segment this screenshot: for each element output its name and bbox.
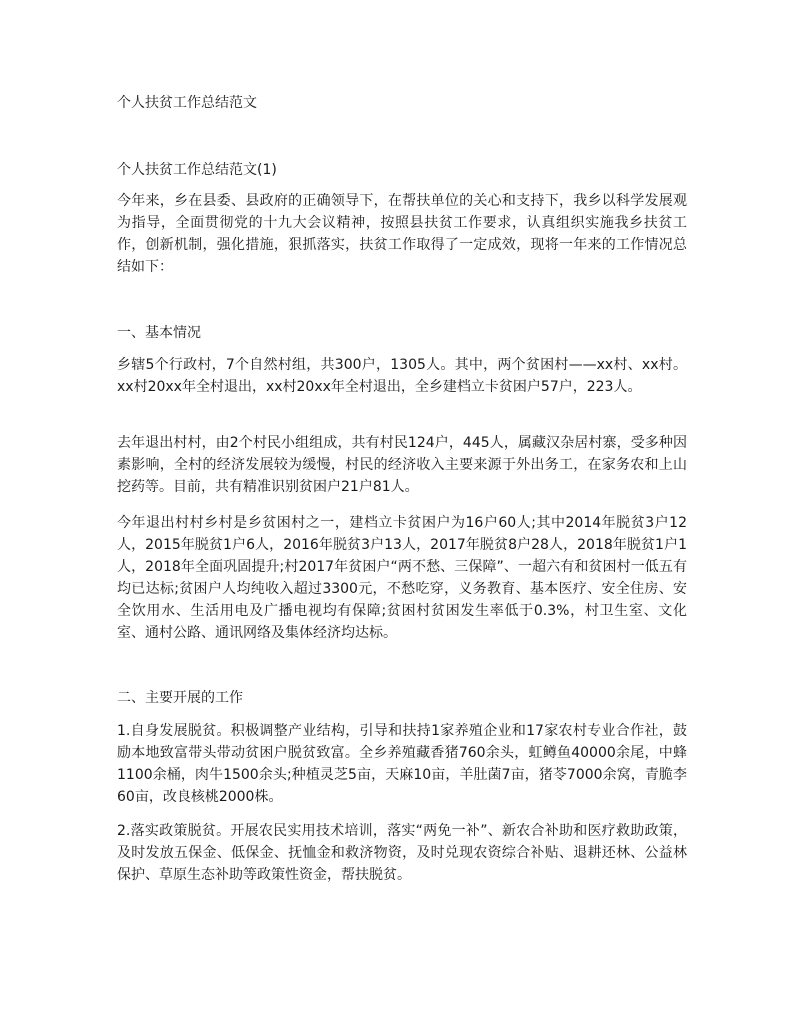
article-title: 个人扶贫工作总结范文(1) xyxy=(117,162,277,178)
paragraph: 1.自身发展脱贫。积极调整产业结构，引导和扶持1家养殖企业和17家农村专业合作社，鼓励本地致富带头带动贫困户脱贫致富。全乡养殖藏香猪760余头，虹鳟鱼40000余尾，中蜂1100余桶，肉牛1500余头;种植灵芝5亩，天麻10亩，羊肚菌7亩，猪苓7000余窝，青脆李60亩，改良核桃2000株。 xyxy=(117,723,687,805)
paragraph: 今年退出村村乡村是乡贫困村之一，建档立卡贫困户为16户60人;其中2014年脱贫3户12人，2015年脱贫1户6人，2016年脱贫3户13人，2017年脱贫8户28人，2018年脱贫1户1人，2018年全面巩固提升;村2017年贫困户“两不愁、三保障”、一超六有和贫困村一低五有均已达标;贫困户人均纯收入超过3300元，不愁吃穿，义务教育、基本医疗、安全住房、安全饮用水、生活用电及广播电视均有保障;贫困村贫困发生率低于0.3%，村卫生室、文化室、通村公路、通讯网络及集体经济均达标。 xyxy=(117,515,687,641)
paragraph: 乡辖5个行政村，7个自然村组，共300户，1305人。其中，两个贫困村——xx村、xx村。xx村20xx年全村退出，xx村20xx年全村退出，全乡建档立卡贫困户57户，223人。 xyxy=(117,357,687,395)
section-heading-work: 二、主要开展的工作 xyxy=(117,690,243,706)
intro-paragraph: 今年来，乡在县委、县政府的正确领导下，在帮扶单位的关心和支持下，我乡以科学发展观为指导，全面贯彻党的十九大会议精神，按照县扶贫工作要求，认真组织实施我乡扶贫工作，创新机制，强化措施，狠抓落实，扶贫工作取得了一定成效，现将一年来的工作情况总结如下： xyxy=(117,193,687,275)
document-title: 个人扶贫工作总结范文 xyxy=(117,95,257,111)
section-heading-basic: 一、基本情况 xyxy=(117,325,201,341)
paragraph: 2.落实政策脱贫。开展农民实用技术培训，落实“两免一补”、新农合补助和医疗救助政策，及时发放五保金、低保金、抚恤金和救济物资，及时兑现农资综合补贴、退耕还林、公益林保护、草原生态补助等政策性资金，帮扶脱贫。 xyxy=(117,823,687,883)
paragraph: 去年退出村村，由2个村民小组组成，共有村民124户，445人，属藏汉杂居村寨，受多种因素影响，全村的经济发展较为缓慢，村民的经济收入主要来源于外出务工，在家务农和上山挖药等。目前，共有精准识别贫困户21户81人。 xyxy=(117,435,687,495)
